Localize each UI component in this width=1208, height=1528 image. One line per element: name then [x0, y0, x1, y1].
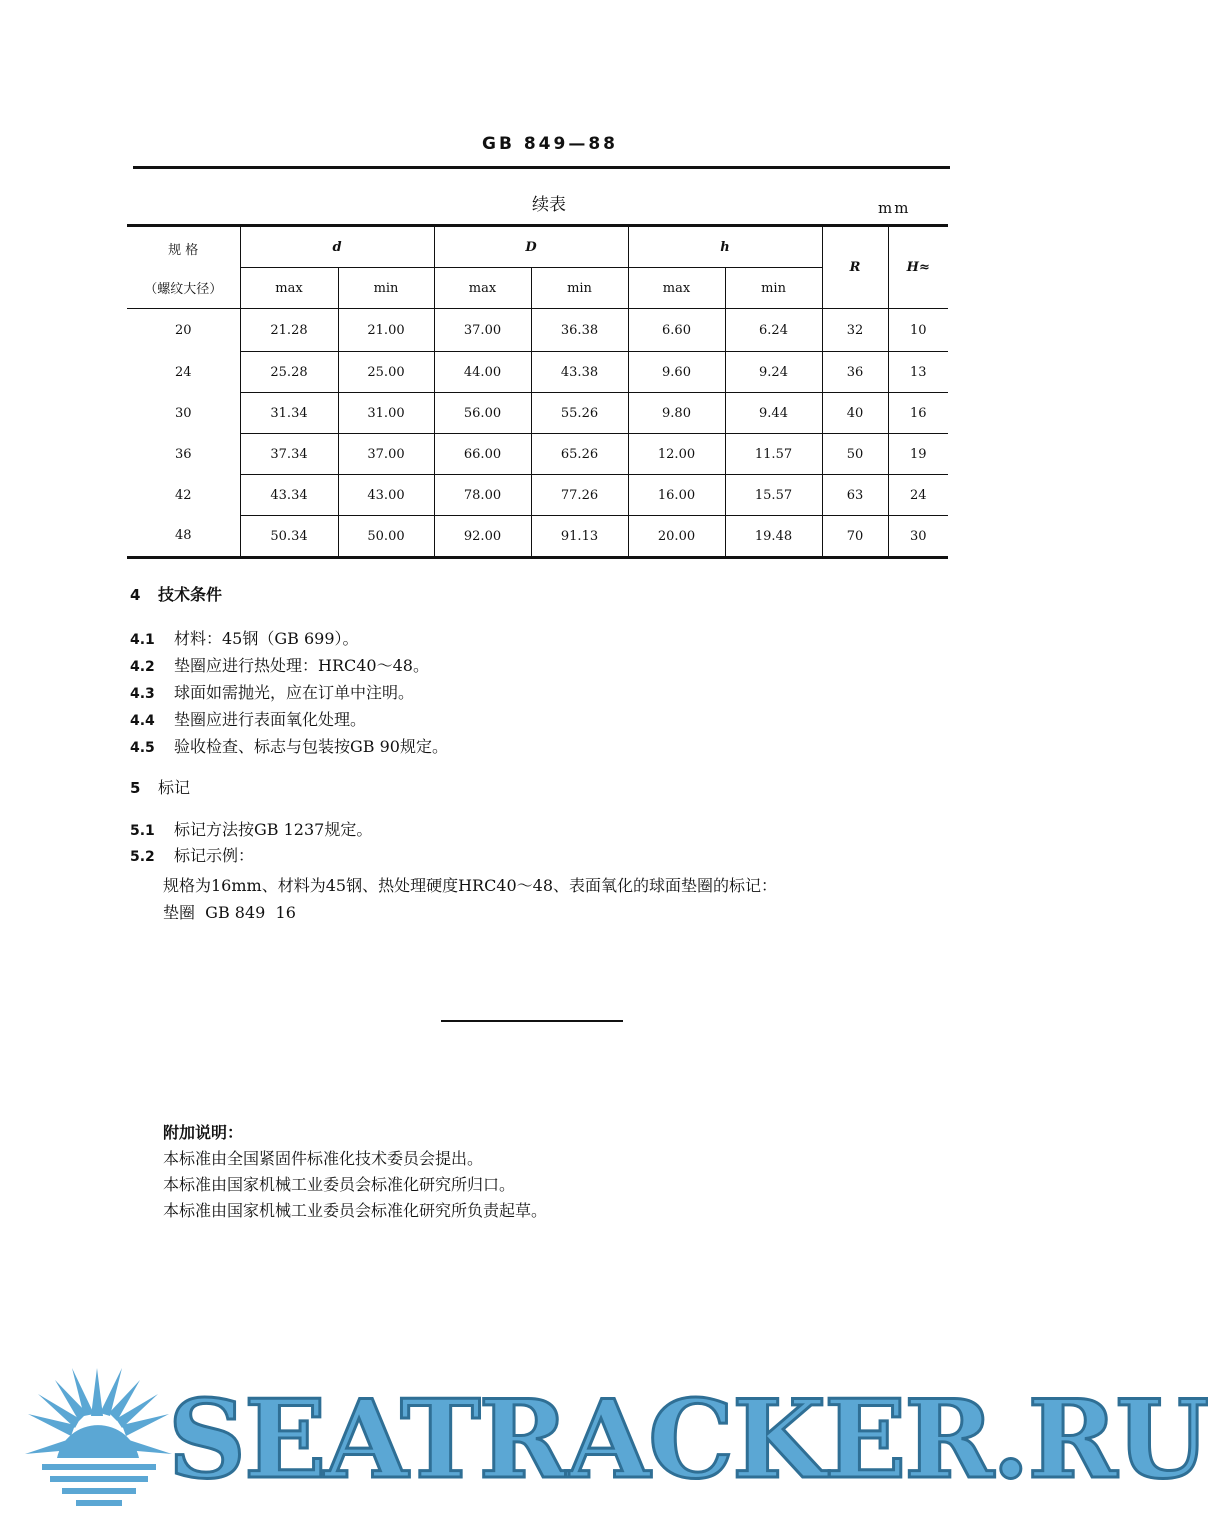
value-cell: 15.57 [725, 475, 822, 516]
clause-5-2 [130, 843, 254, 866]
spec-cell: 42 [127, 475, 240, 516]
value-cell: 19.48 [725, 516, 822, 558]
value-cell: 31.00 [338, 393, 434, 434]
value-cell: 9.44 [725, 393, 822, 434]
clause-number: 4.2 [130, 659, 155, 675]
clause-number: 5.2 [130, 849, 155, 865]
clause-text: 标记示例： [174, 846, 255, 865]
value-cell: 40 [822, 393, 888, 434]
spec-header-cell [127, 226, 240, 309]
table-unit: mm [878, 199, 911, 217]
value-cell: 37.00 [338, 434, 434, 475]
table-caption: 续表 [532, 195, 566, 215]
table-body [127, 309, 948, 558]
value-cell: 19 [888, 434, 948, 475]
value-cell: 37.34 [240, 434, 338, 475]
value-cell: 36 [822, 352, 888, 393]
clause-text: 球面如需抛光，应在订单中注明。 [174, 683, 415, 702]
subheader-cell: max [628, 268, 725, 309]
value-cell: 10 [888, 309, 948, 352]
subheader-cell: max [240, 268, 338, 309]
value-cell: 9.24 [725, 352, 822, 393]
clause-text: 垫圈应进行表面氧化处理。 [174, 710, 367, 729]
value-cell: 32 [822, 309, 888, 352]
section-title: 技术条件 [158, 585, 223, 604]
value-cell: 25.28 [240, 352, 338, 393]
clause-number: 4.1 [130, 632, 155, 648]
spec-cell: 36 [127, 434, 240, 475]
subheader-cell: min [531, 268, 628, 309]
subheader-cell: min [338, 268, 434, 309]
watermark-text: SEATRACKER.RU [168, 1377, 1208, 1503]
value-cell: 13 [888, 352, 948, 393]
spec-label: 规 格 [168, 242, 199, 258]
value-cell: 16 [888, 393, 948, 434]
value-cell: 50.00 [338, 516, 434, 558]
marking-example-description: 规格为16mm、材料为45钢、热处理硬度HRC40～48、表面氧化的球面垫圈的标记： [163, 876, 778, 895]
subheader-cell: min [725, 268, 822, 309]
standard-number-header: GB 849—88 [482, 134, 618, 154]
section-number: 5 [130, 779, 141, 797]
value-cell: 9.60 [628, 352, 725, 393]
spec-cell: 30 [127, 393, 240, 434]
notes-line: 本标准由国家机械工业委员会标准化研究所负责起草。 [163, 1201, 548, 1220]
clause-5-1 [130, 817, 372, 840]
clause-4-4 [130, 707, 366, 730]
clause-number: 4.4 [130, 713, 155, 729]
clause-number: 4.5 [130, 740, 155, 756]
value-cell: 63 [822, 475, 888, 516]
value-cell: 50.34 [240, 516, 338, 558]
subheader-cell: max [434, 268, 531, 309]
dimension-table [127, 224, 948, 559]
value-cell: 43.38 [531, 352, 628, 393]
group-D-header: D [434, 226, 628, 268]
value-cell: 25.00 [338, 352, 434, 393]
spec-cell: 48 [127, 516, 240, 558]
value-cell: 21.28 [240, 309, 338, 352]
value-cell: 16.00 [628, 475, 725, 516]
notes-line: 本标准由全国紧固件标准化技术委员会提出。 [163, 1149, 484, 1168]
value-cell: 50 [822, 434, 888, 475]
value-cell: 44.00 [434, 352, 531, 393]
notes-title: 附加说明： [163, 1123, 244, 1142]
table-row [127, 352, 948, 393]
clause-number: 4.3 [130, 686, 155, 702]
table-row [127, 516, 948, 558]
marking-example: 垫圈 GB 849 16 [163, 903, 296, 922]
value-cell: 92.00 [434, 516, 531, 558]
clause-4-1 [130, 626, 359, 649]
spec-sublabel: （螺纹大径） [144, 281, 223, 297]
group-h-header: h [628, 226, 822, 268]
value-cell: 43.00 [338, 475, 434, 516]
value-cell: 30 [888, 516, 948, 558]
table-row [127, 309, 948, 352]
table-header-row [127, 226, 948, 268]
value-cell: 65.26 [531, 434, 628, 475]
r-header: R [822, 226, 888, 309]
clause-4-3 [130, 680, 414, 703]
value-cell: 12.00 [628, 434, 725, 475]
h-approx-header: H≈ [888, 226, 948, 309]
spec-cell: 20 [127, 309, 240, 352]
section-title: 标记 [158, 778, 191, 797]
clause-text: 验收检查、标志与包装按GB 90规定。 [174, 737, 448, 756]
clause-text: 材料：45钢（GB 699）。 [174, 629, 359, 648]
section-number: 4 [130, 586, 141, 604]
value-cell: 37.00 [434, 309, 531, 352]
value-cell: 9.80 [628, 393, 725, 434]
table-row [127, 475, 948, 516]
table-row [127, 393, 948, 434]
value-cell: 55.26 [531, 393, 628, 434]
spec-cell: 24 [127, 352, 240, 393]
value-cell: 56.00 [434, 393, 531, 434]
value-cell: 6.24 [725, 309, 822, 352]
section-4-heading [130, 582, 222, 605]
value-cell: 11.57 [725, 434, 822, 475]
value-cell: 77.26 [531, 475, 628, 516]
end-of-text-rule [441, 1020, 623, 1022]
clause-text: 标记方法按GB 1237规定。 [174, 820, 373, 839]
value-cell: 31.34 [240, 393, 338, 434]
clause-text: 垫圈应进行热处理：HRC40～48。 [174, 656, 429, 675]
notes-line: 本标准由国家机械工业委员会标准化研究所归口。 [163, 1175, 516, 1194]
additional-notes [163, 1120, 547, 1224]
value-cell: 21.00 [338, 309, 434, 352]
value-cell: 36.38 [531, 309, 628, 352]
value-cell: 24 [888, 475, 948, 516]
group-d-header: d [240, 226, 434, 268]
clause-4-2 [130, 653, 429, 676]
value-cell: 43.34 [240, 475, 338, 516]
value-cell: 6.60 [628, 309, 725, 352]
value-cell: 70 [822, 516, 888, 558]
value-cell: 91.13 [531, 516, 628, 558]
value-cell: 78.00 [434, 475, 531, 516]
section-5-heading [130, 775, 190, 798]
clause-number: 5.1 [130, 823, 155, 839]
value-cell: 66.00 [434, 434, 531, 475]
table-row [127, 434, 948, 475]
clause-4-5 [130, 734, 448, 757]
value-cell: 20.00 [628, 516, 725, 558]
header-rule [133, 166, 950, 169]
